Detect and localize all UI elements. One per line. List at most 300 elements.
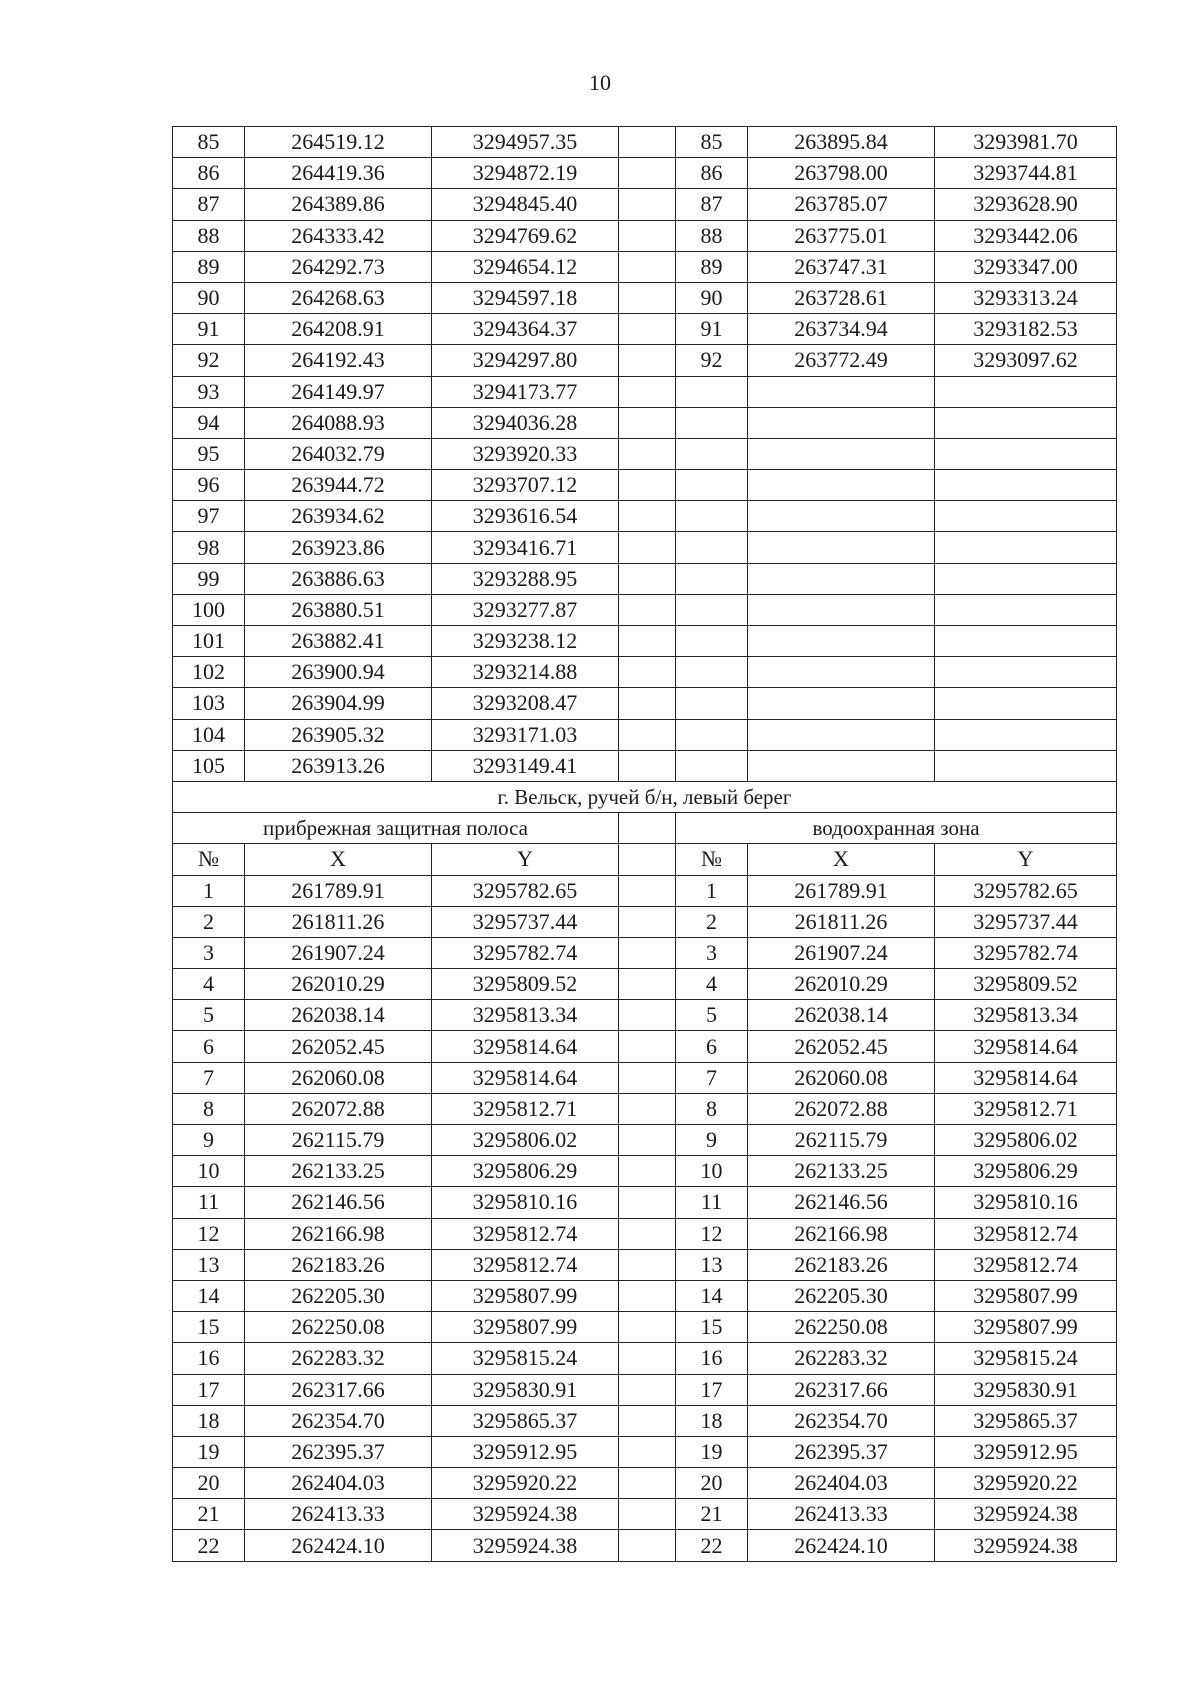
left-x-coordinate: 262060.08 xyxy=(245,1062,432,1093)
left-x-coordinate: 263923.86 xyxy=(245,532,432,563)
right-x-coordinate: 263734.94 xyxy=(748,314,935,345)
left-y-coordinate: 3295815.24 xyxy=(432,1343,619,1374)
gap-cell xyxy=(619,1374,676,1405)
gap-cell xyxy=(619,127,676,158)
left-y-coordinate: 3294845.40 xyxy=(432,189,619,220)
table-row xyxy=(173,1468,1117,1499)
gap-cell xyxy=(619,1093,676,1124)
right-point-number: 91 xyxy=(676,314,748,345)
right-y-coordinate xyxy=(935,626,1117,657)
table-row xyxy=(173,1374,1117,1405)
left-x-coordinate: 262146.56 xyxy=(245,1187,432,1218)
right-point-number: 15 xyxy=(676,1312,748,1343)
gap-cell xyxy=(619,1000,676,1031)
gap-cell xyxy=(619,314,676,345)
left-point-number: 98 xyxy=(173,532,245,563)
left-y-coordinate: 3293171.03 xyxy=(432,719,619,750)
right-x-coordinate xyxy=(748,750,935,781)
left-x-coordinate: 263882.41 xyxy=(245,626,432,657)
right-y-coordinate: 3295920.22 xyxy=(935,1468,1117,1499)
gap-cell xyxy=(619,189,676,220)
left-x-coordinate: 263913.26 xyxy=(245,750,432,781)
left-y-coordinate: 3293288.95 xyxy=(432,563,619,594)
right-x-coordinate xyxy=(748,719,935,750)
right-point-number: 10 xyxy=(676,1156,748,1187)
gap-cell xyxy=(619,1343,676,1374)
gap-cell xyxy=(619,158,676,189)
left-y-coordinate: 3293208.47 xyxy=(432,688,619,719)
gap-cell xyxy=(619,594,676,625)
gap-cell xyxy=(619,345,676,376)
left-x-coordinate: 262413.33 xyxy=(245,1499,432,1530)
left-point-number: 8 xyxy=(173,1093,245,1124)
left-x-coordinate: 262205.30 xyxy=(245,1280,432,1311)
left-point-number: 21 xyxy=(173,1499,245,1530)
left-point-number: 105 xyxy=(173,750,245,781)
gap-cell xyxy=(619,376,676,407)
right-y-coordinate: 3295924.38 xyxy=(935,1530,1117,1561)
left-y-coordinate: 3294597.18 xyxy=(432,282,619,313)
left-point-number: 22 xyxy=(173,1530,245,1561)
right-header-y: Y xyxy=(935,844,1117,875)
right-point-number: 18 xyxy=(676,1405,748,1436)
left-x-coordinate: 264208.91 xyxy=(245,314,432,345)
left-x-coordinate: 264192.43 xyxy=(245,345,432,376)
left-x-coordinate: 262283.32 xyxy=(245,1343,432,1374)
part1-body xyxy=(173,127,1117,782)
right-x-coordinate xyxy=(748,438,935,469)
left-x-coordinate: 262404.03 xyxy=(245,1468,432,1499)
left-x-coordinate: 264519.12 xyxy=(245,127,432,158)
left-x-coordinate: 263886.63 xyxy=(245,563,432,594)
left-x-coordinate: 264419.36 xyxy=(245,158,432,189)
left-point-number: 96 xyxy=(173,470,245,501)
right-y-coordinate xyxy=(935,407,1117,438)
left-header-num: № xyxy=(173,844,245,875)
gap-cell xyxy=(619,969,676,1000)
left-x-coordinate: 262250.08 xyxy=(245,1312,432,1343)
gap-cell xyxy=(619,1436,676,1467)
right-y-coordinate: 3295815.24 xyxy=(935,1343,1117,1374)
left-x-coordinate: 262354.70 xyxy=(245,1405,432,1436)
left-x-coordinate: 263934.62 xyxy=(245,501,432,532)
right-x-coordinate: 261907.24 xyxy=(748,937,935,968)
right-x-coordinate: 262010.29 xyxy=(748,969,935,1000)
right-y-coordinate: 3295814.64 xyxy=(935,1031,1117,1062)
right-point-number: 92 xyxy=(676,345,748,376)
right-x-coordinate xyxy=(748,501,935,532)
section-title: г. Вельск, ручей б/н, левый берег xyxy=(173,781,1117,812)
left-y-coordinate: 3295813.34 xyxy=(432,1000,619,1031)
table-row xyxy=(173,1187,1117,1218)
right-point-number: 2 xyxy=(676,906,748,937)
left-point-number: 7 xyxy=(173,1062,245,1093)
right-x-coordinate: 262038.14 xyxy=(748,1000,935,1031)
left-y-coordinate: 3295812.71 xyxy=(432,1093,619,1124)
right-y-coordinate xyxy=(935,594,1117,625)
left-x-coordinate: 262052.45 xyxy=(245,1031,432,1062)
right-y-coordinate xyxy=(935,376,1117,407)
gap-cell xyxy=(619,501,676,532)
gap-cell xyxy=(619,1530,676,1561)
right-x-coordinate xyxy=(748,470,935,501)
right-point-number: 7 xyxy=(676,1062,748,1093)
right-x-coordinate: 262317.66 xyxy=(748,1374,935,1405)
right-point-number: 86 xyxy=(676,158,748,189)
right-y-coordinate: 3295782.74 xyxy=(935,937,1117,968)
right-y-coordinate: 3295912.95 xyxy=(935,1436,1117,1467)
coordinates-table xyxy=(172,126,1117,1562)
right-x-coordinate xyxy=(748,626,935,657)
right-y-coordinate xyxy=(935,532,1117,563)
left-point-number: 2 xyxy=(173,906,245,937)
table-row xyxy=(173,1530,1117,1561)
table-row xyxy=(173,1156,1117,1187)
left-y-coordinate: 3294769.62 xyxy=(432,220,619,251)
right-y-coordinate: 3295807.99 xyxy=(935,1312,1117,1343)
right-y-coordinate: 3295924.38 xyxy=(935,1499,1117,1530)
right-point-number: 21 xyxy=(676,1499,748,1530)
right-point-number: 16 xyxy=(676,1343,748,1374)
gap-cell xyxy=(619,563,676,594)
right-point-number: 85 xyxy=(676,127,748,158)
right-y-coordinate: 3295812.71 xyxy=(935,1093,1117,1124)
right-x-coordinate: 262413.33 xyxy=(748,1499,935,1530)
right-y-coordinate xyxy=(935,501,1117,532)
left-point-number: 6 xyxy=(173,1031,245,1062)
left-y-coordinate: 3295920.22 xyxy=(432,1468,619,1499)
right-y-coordinate xyxy=(935,470,1117,501)
left-x-coordinate: 264268.63 xyxy=(245,282,432,313)
right-point-number xyxy=(676,688,748,719)
right-point-number: 19 xyxy=(676,1436,748,1467)
left-y-coordinate: 3295782.74 xyxy=(432,937,619,968)
right-x-coordinate: 263747.31 xyxy=(748,251,935,282)
gap-cell xyxy=(619,438,676,469)
left-y-coordinate: 3295812.74 xyxy=(432,1218,619,1249)
left-x-coordinate: 264088.93 xyxy=(245,407,432,438)
table-row xyxy=(173,875,1117,906)
table-row xyxy=(173,1249,1117,1280)
left-y-coordinate: 3295807.99 xyxy=(432,1312,619,1343)
left-y-coordinate: 3295812.74 xyxy=(432,1249,619,1280)
right-point-number: 87 xyxy=(676,189,748,220)
table-row xyxy=(173,189,1117,220)
right-x-coordinate: 263775.01 xyxy=(748,220,935,251)
table-row xyxy=(173,220,1117,251)
left-zone-title: прибрежная защитная полоса xyxy=(173,813,619,844)
left-y-coordinate: 3293277.87 xyxy=(432,594,619,625)
left-y-coordinate: 3295806.02 xyxy=(432,1125,619,1156)
right-y-coordinate: 3295813.34 xyxy=(935,1000,1117,1031)
table-row xyxy=(173,1093,1117,1124)
right-y-coordinate: 3295807.99 xyxy=(935,1280,1117,1311)
right-y-coordinate: 3295865.37 xyxy=(935,1405,1117,1436)
right-y-coordinate: 3295806.29 xyxy=(935,1156,1117,1187)
right-point-number xyxy=(676,563,748,594)
left-x-coordinate: 262115.79 xyxy=(245,1125,432,1156)
left-point-number: 86 xyxy=(173,158,245,189)
right-point-number: 88 xyxy=(676,220,748,251)
left-y-coordinate: 3295830.91 xyxy=(432,1374,619,1405)
right-point-number xyxy=(676,750,748,781)
left-point-number: 94 xyxy=(173,407,245,438)
right-y-coordinate: 3295812.74 xyxy=(935,1249,1117,1280)
gap-cell xyxy=(619,532,676,563)
right-x-coordinate: 262395.37 xyxy=(748,1436,935,1467)
table-row xyxy=(173,563,1117,594)
right-y-coordinate: 3293313.24 xyxy=(935,282,1117,313)
table-row xyxy=(173,438,1117,469)
right-header-x: X xyxy=(748,844,935,875)
right-x-coordinate: 262183.26 xyxy=(748,1249,935,1280)
table-row xyxy=(173,314,1117,345)
left-point-number: 91 xyxy=(173,314,245,345)
left-y-coordinate: 3295924.38 xyxy=(432,1530,619,1561)
gap-cell xyxy=(619,1156,676,1187)
right-y-coordinate: 3295812.74 xyxy=(935,1218,1117,1249)
left-y-coordinate: 3295737.44 xyxy=(432,906,619,937)
right-x-coordinate xyxy=(748,563,935,594)
right-point-number xyxy=(676,532,748,563)
right-y-coordinate xyxy=(935,688,1117,719)
left-point-number: 101 xyxy=(173,626,245,657)
gap-cell xyxy=(619,937,676,968)
gap-cell xyxy=(619,1062,676,1093)
gap-cell xyxy=(619,813,676,844)
zone-title-row xyxy=(173,813,1117,844)
left-y-coordinate: 3294036.28 xyxy=(432,407,619,438)
table-row xyxy=(173,1218,1117,1249)
left-header-x: X xyxy=(245,844,432,875)
left-y-coordinate: 3293149.41 xyxy=(432,750,619,781)
right-x-coordinate: 262424.10 xyxy=(748,1530,935,1561)
left-header-y: Y xyxy=(432,844,619,875)
gap-cell xyxy=(619,1218,676,1249)
right-point-number: 89 xyxy=(676,251,748,282)
left-x-coordinate: 262424.10 xyxy=(245,1530,432,1561)
right-x-coordinate: 263772.49 xyxy=(748,345,935,376)
right-point-number: 12 xyxy=(676,1218,748,1249)
left-y-coordinate: 3295810.16 xyxy=(432,1187,619,1218)
table-row xyxy=(173,719,1117,750)
right-y-coordinate: 3295737.44 xyxy=(935,906,1117,937)
right-point-number: 20 xyxy=(676,1468,748,1499)
right-x-coordinate: 262133.25 xyxy=(748,1156,935,1187)
gap-cell xyxy=(619,1312,676,1343)
right-x-coordinate: 262052.45 xyxy=(748,1031,935,1062)
right-x-coordinate: 262072.88 xyxy=(748,1093,935,1124)
table-row xyxy=(173,1000,1117,1031)
left-y-coordinate: 3293920.33 xyxy=(432,438,619,469)
table-row xyxy=(173,626,1117,657)
table-row xyxy=(173,969,1117,1000)
gap-cell xyxy=(619,1280,676,1311)
left-point-number: 4 xyxy=(173,969,245,1000)
right-x-coordinate: 263728.61 xyxy=(748,282,935,313)
left-point-number: 11 xyxy=(173,1187,245,1218)
right-x-coordinate xyxy=(748,688,935,719)
left-x-coordinate: 261907.24 xyxy=(245,937,432,968)
left-x-coordinate: 263904.99 xyxy=(245,688,432,719)
gap-cell xyxy=(619,1499,676,1530)
left-point-number: 88 xyxy=(173,220,245,251)
left-x-coordinate: 261811.26 xyxy=(245,906,432,937)
right-point-number xyxy=(676,626,748,657)
left-y-coordinate: 3295865.37 xyxy=(432,1405,619,1436)
left-x-coordinate: 262038.14 xyxy=(245,1000,432,1031)
right-x-coordinate xyxy=(748,657,935,688)
left-x-coordinate: 262395.37 xyxy=(245,1436,432,1467)
left-point-number: 89 xyxy=(173,251,245,282)
right-x-coordinate: 262283.32 xyxy=(748,1343,935,1374)
right-x-coordinate: 262205.30 xyxy=(748,1280,935,1311)
table-row xyxy=(173,127,1117,158)
gap-cell xyxy=(619,1249,676,1280)
left-x-coordinate: 263905.32 xyxy=(245,719,432,750)
left-point-number: 103 xyxy=(173,688,245,719)
right-y-coordinate xyxy=(935,750,1117,781)
gap-cell xyxy=(619,719,676,750)
right-point-number xyxy=(676,376,748,407)
gap-cell xyxy=(619,1187,676,1218)
left-y-coordinate: 3294872.19 xyxy=(432,158,619,189)
left-y-coordinate: 3293214.88 xyxy=(432,657,619,688)
left-y-coordinate: 3295924.38 xyxy=(432,1499,619,1530)
left-point-number: 93 xyxy=(173,376,245,407)
right-y-coordinate: 3295806.02 xyxy=(935,1125,1117,1156)
right-x-coordinate: 262404.03 xyxy=(748,1468,935,1499)
table-row xyxy=(173,376,1117,407)
right-x-coordinate: 261789.91 xyxy=(748,875,935,906)
left-y-coordinate: 3294957.35 xyxy=(432,127,619,158)
left-y-coordinate: 3293616.54 xyxy=(432,501,619,532)
table-row xyxy=(173,906,1117,937)
page-number: 10 xyxy=(589,70,611,95)
table-row xyxy=(173,158,1117,189)
left-y-coordinate: 3295807.99 xyxy=(432,1280,619,1311)
right-y-coordinate: 3293097.62 xyxy=(935,345,1117,376)
left-x-coordinate: 263900.94 xyxy=(245,657,432,688)
table-row xyxy=(173,1436,1117,1467)
right-y-coordinate: 3293347.00 xyxy=(935,251,1117,282)
left-point-number: 18 xyxy=(173,1405,245,1436)
right-x-coordinate: 262115.79 xyxy=(748,1125,935,1156)
gap-cell xyxy=(619,688,676,719)
right-y-coordinate xyxy=(935,657,1117,688)
left-point-number: 3 xyxy=(173,937,245,968)
right-x-coordinate: 262166.98 xyxy=(748,1218,935,1249)
gap-cell xyxy=(619,657,676,688)
left-x-coordinate: 262166.98 xyxy=(245,1218,432,1249)
part2-body xyxy=(173,875,1117,1561)
right-y-coordinate xyxy=(935,438,1117,469)
table-row xyxy=(173,1062,1117,1093)
left-y-coordinate: 3295809.52 xyxy=(432,969,619,1000)
right-point-number xyxy=(676,657,748,688)
table-row xyxy=(173,532,1117,563)
left-y-coordinate: 3294297.80 xyxy=(432,345,619,376)
section-title-row xyxy=(173,781,1117,812)
right-point-number: 6 xyxy=(676,1031,748,1062)
gap-cell xyxy=(619,626,676,657)
gap-cell xyxy=(619,282,676,313)
left-point-number: 1 xyxy=(173,875,245,906)
left-point-number: 102 xyxy=(173,657,245,688)
right-point-number xyxy=(676,719,748,750)
table-row xyxy=(173,1405,1117,1436)
right-x-coordinate: 263785.07 xyxy=(748,189,935,220)
gap-cell xyxy=(619,875,676,906)
gap-cell xyxy=(619,1405,676,1436)
gap-cell xyxy=(619,1031,676,1062)
right-point-number xyxy=(676,594,748,625)
right-point-number: 8 xyxy=(676,1093,748,1124)
right-x-coordinate: 263895.84 xyxy=(748,127,935,158)
gap-cell xyxy=(619,407,676,438)
left-point-number: 15 xyxy=(173,1312,245,1343)
table-row xyxy=(173,688,1117,719)
left-point-number: 5 xyxy=(173,1000,245,1031)
table-row xyxy=(173,1280,1117,1311)
gap-cell xyxy=(619,1125,676,1156)
left-x-coordinate: 264032.79 xyxy=(245,438,432,469)
table-row xyxy=(173,251,1117,282)
table-row xyxy=(173,657,1117,688)
right-point-number xyxy=(676,470,748,501)
left-x-coordinate: 263880.51 xyxy=(245,594,432,625)
left-x-coordinate: 263944.72 xyxy=(245,470,432,501)
table-row xyxy=(173,1312,1117,1343)
left-point-number: 16 xyxy=(173,1343,245,1374)
right-y-coordinate: 3295809.52 xyxy=(935,969,1117,1000)
left-point-number: 17 xyxy=(173,1374,245,1405)
table-row xyxy=(173,407,1117,438)
gap-cell xyxy=(619,750,676,781)
left-point-number: 97 xyxy=(173,501,245,532)
gap-cell xyxy=(619,220,676,251)
left-y-coordinate: 3294364.37 xyxy=(432,314,619,345)
gap-cell xyxy=(619,844,676,875)
table-row xyxy=(173,937,1117,968)
right-y-coordinate: 3295830.91 xyxy=(935,1374,1117,1405)
right-x-coordinate: 262146.56 xyxy=(748,1187,935,1218)
right-x-coordinate: 263798.00 xyxy=(748,158,935,189)
column-header-row xyxy=(173,844,1117,875)
table-row xyxy=(173,1343,1117,1374)
right-y-coordinate xyxy=(935,563,1117,594)
table-row xyxy=(173,750,1117,781)
right-zone-title: водоохранная зона xyxy=(676,813,1117,844)
left-point-number: 95 xyxy=(173,438,245,469)
left-y-coordinate: 3293416.71 xyxy=(432,532,619,563)
right-y-coordinate xyxy=(935,719,1117,750)
gap-cell xyxy=(619,1468,676,1499)
right-point-number xyxy=(676,407,748,438)
right-x-coordinate: 262250.08 xyxy=(748,1312,935,1343)
right-y-coordinate: 3295782.65 xyxy=(935,875,1117,906)
right-point-number: 14 xyxy=(676,1280,748,1311)
left-x-coordinate: 262072.88 xyxy=(245,1093,432,1124)
table-row xyxy=(173,1031,1117,1062)
section-header xyxy=(173,781,1117,875)
left-y-coordinate: 3295782.65 xyxy=(432,875,619,906)
left-point-number: 87 xyxy=(173,189,245,220)
left-y-coordinate: 3294173.77 xyxy=(432,376,619,407)
right-point-number: 4 xyxy=(676,969,748,1000)
right-point-number: 9 xyxy=(676,1125,748,1156)
left-point-number: 92 xyxy=(173,345,245,376)
